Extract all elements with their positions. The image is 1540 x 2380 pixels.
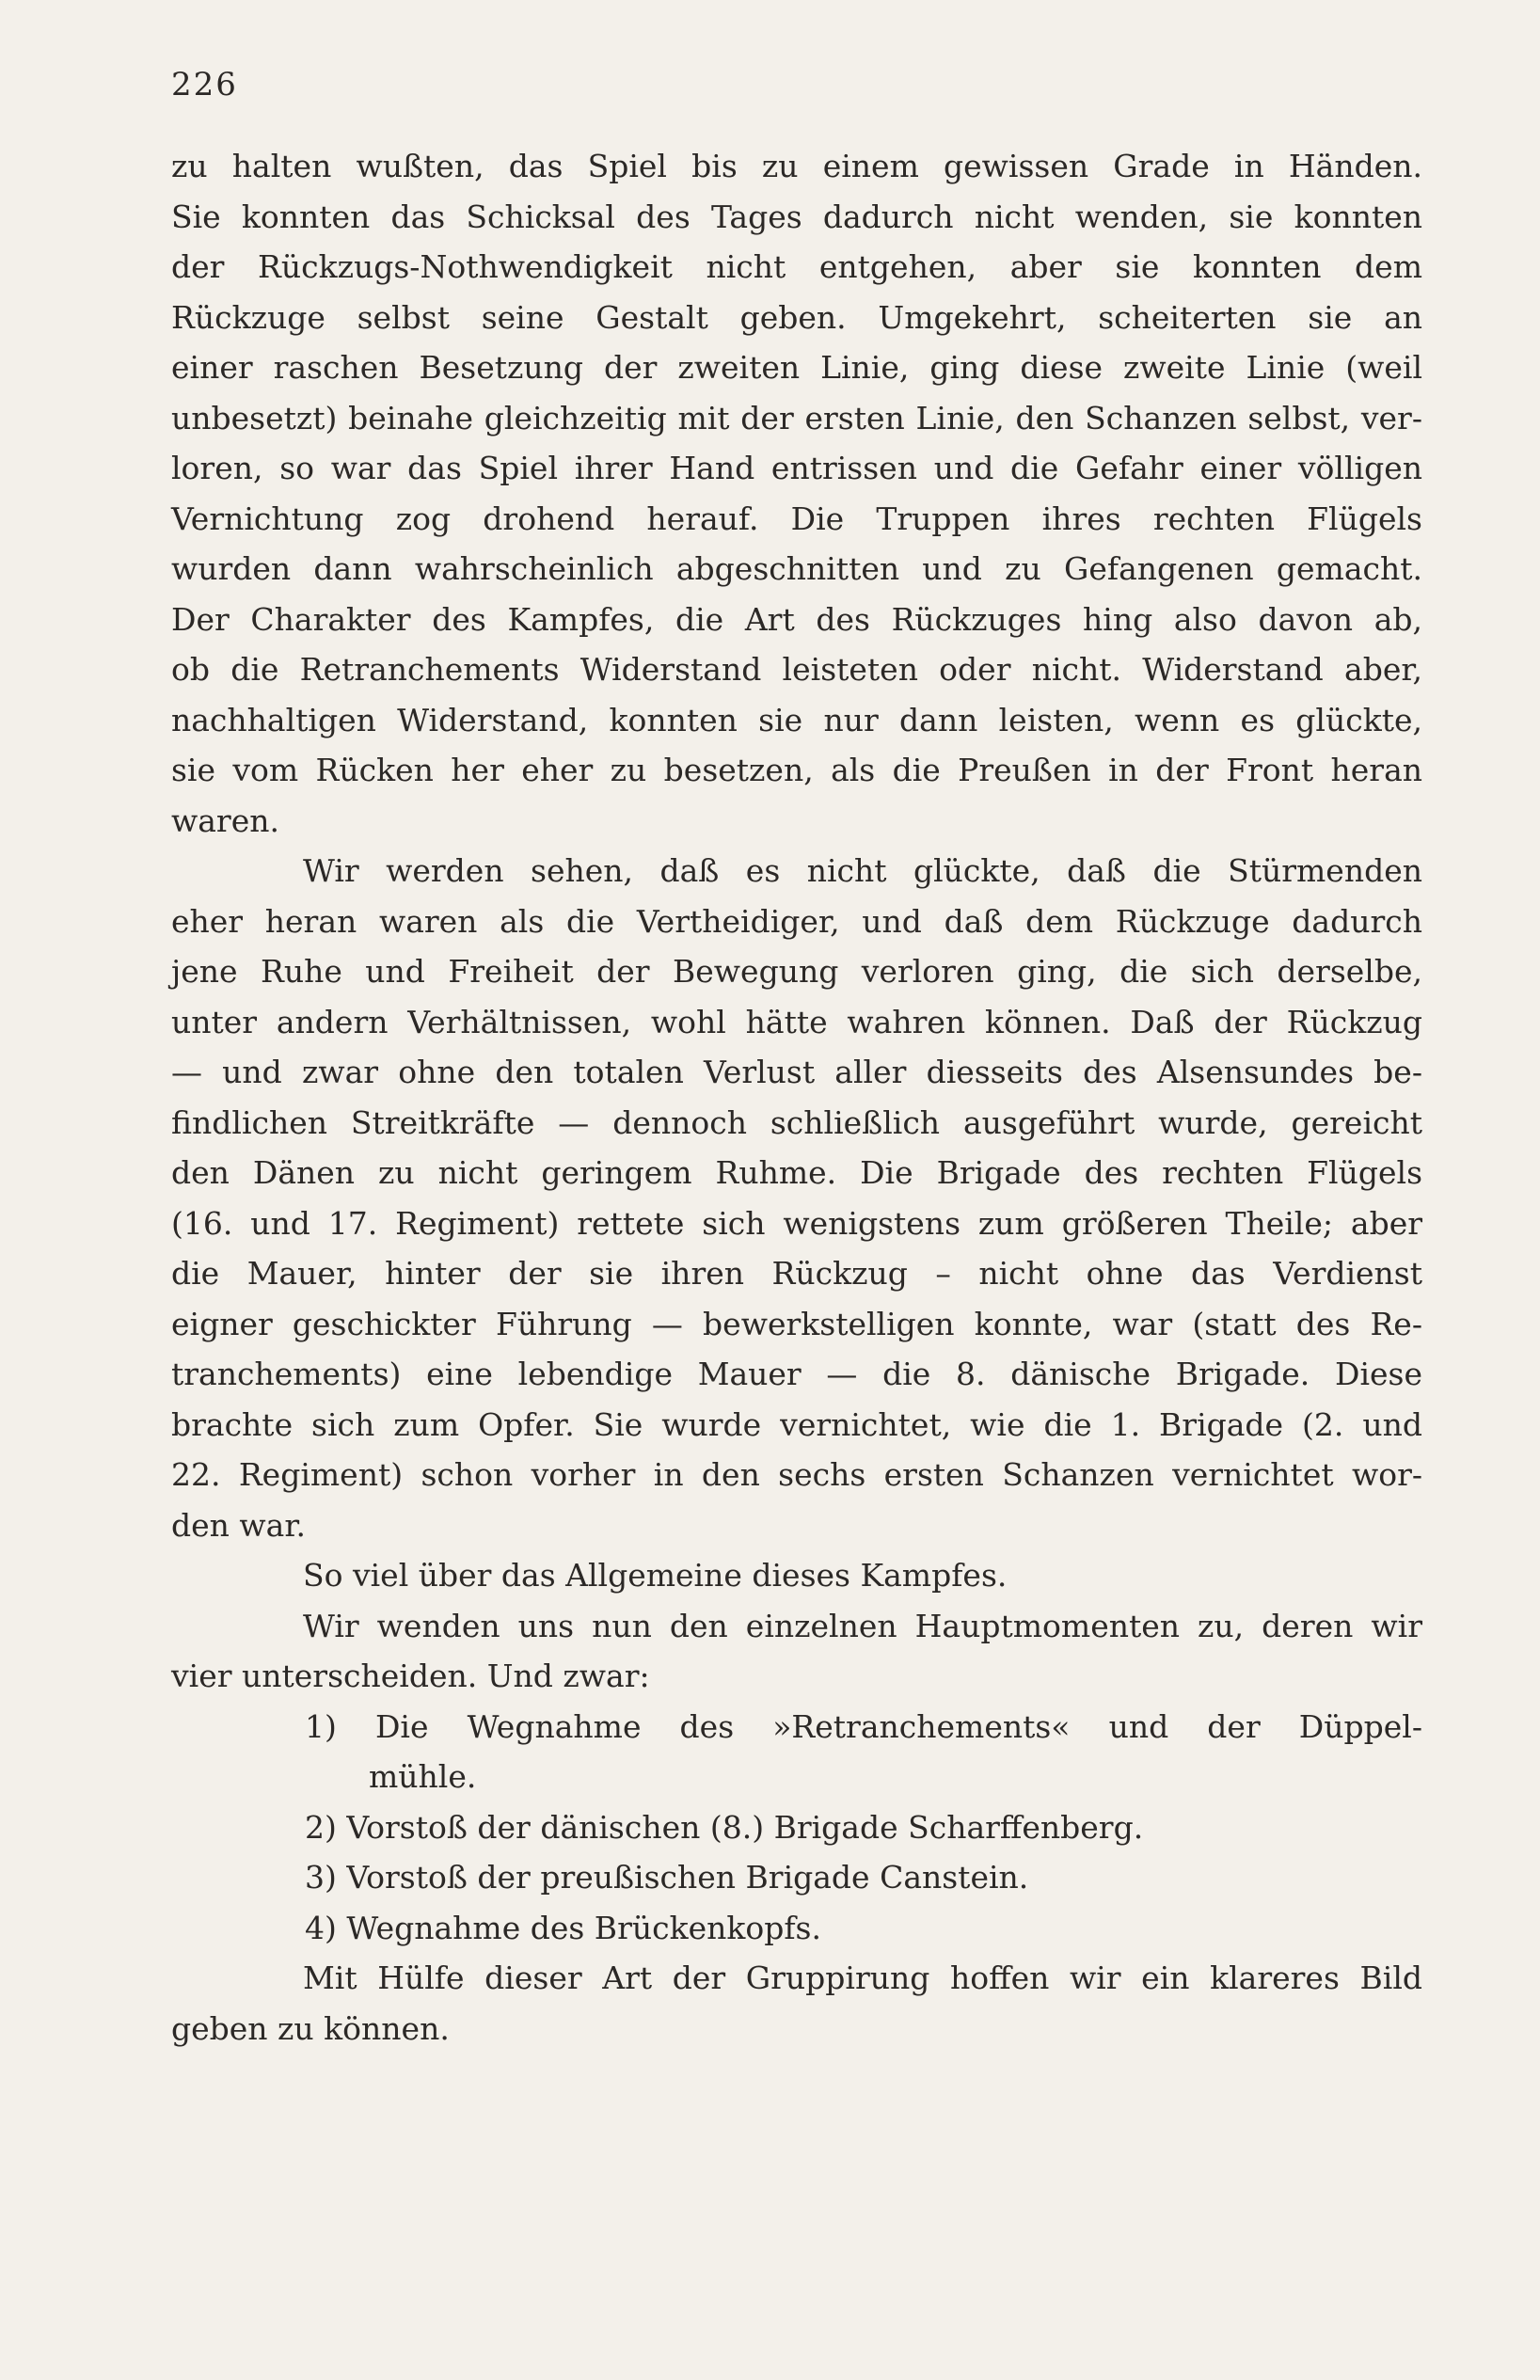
text-line: Sie konnten das Schicksal des Tages dadurch nicht wenden, sie konnten <box>171 198 1422 235</box>
text-line: zu halten wußten, das Spiel bis zu einem gewissen Grade in Händen. <box>171 148 1422 184</box>
text-line: jene Ruhe und Freiheit der Bewegung verloren ging, die sich derselbe, <box>171 953 1422 990</box>
text-line: tranchements) eine lebendige Mauer — die 8. dänische Brigade. Diese <box>171 1356 1422 1392</box>
text-line: Wir werden sehen, daß es nicht glückte, daß die Stürmenden <box>303 852 1422 889</box>
text-line: Vernichtung zog drohend herauf. Die Truppen ihres rechten Flügels <box>171 500 1422 537</box>
text-line: So viel über das Allgemeine dieses Kampfes. <box>303 1557 1008 1594</box>
text-line: den war. <box>171 1506 306 1544</box>
text-line: eher heran waren als die Vertheidiger, und daß dem Rückzuge dadurch <box>171 902 1422 940</box>
text-line: der Rückzugs-Nothwendigkeit nicht entgehen, aber sie konnten dem <box>171 248 1422 285</box>
body-text <box>171 141 1422 2054</box>
text-line: unter andern Verhältnissen, wohl hätte wahren können. Daß der Rückzug <box>171 1003 1422 1040</box>
text-line: den Dänen zu nicht geringem Ruhme. Die Brigade des rechten Flügels <box>171 1154 1422 1191</box>
text-line: findlichen Streitkräfte — dennoch schließlich ausgeführt wurde, gereicht <box>171 1103 1422 1141</box>
page-number: 226 <box>171 66 238 103</box>
text-line: nachhaltigen Widerstand, konnten sie nur dann leisten, wenn es glückte, <box>171 701 1422 738</box>
text-line: Wir wenden uns nun den einzelnen Hauptmomenten zu, deren wir <box>303 1607 1422 1644</box>
text-line: wurden dann wahrscheinlich abgeschnitten und zu Gefangenen gemacht. <box>171 550 1422 587</box>
text-line: waren. <box>171 801 279 839</box>
list-item: 3) Vorstoß der preußischen Brigade Canstein. <box>305 1859 1029 1896</box>
text-line: eigner geschickter Führung — bewerkstelligen konnte, war (statt des Re- <box>171 1305 1422 1342</box>
text-line: sie vom Rücken her eher zu besetzen, als die Preußen in der Front heran <box>171 752 1422 788</box>
text-line: geben zu können. <box>171 2009 450 2047</box>
list-item: 2) Vorstoß der dänischen (8.) Brigade Scharffenberg. <box>305 1808 1144 1846</box>
text-line: Der Charakter des Kampfes, die Art des Rückzuges hing also davon ab, <box>171 600 1422 638</box>
text-line: loren, so war das Spiel ihrer Hand entrissen und die Gefahr einer völligen <box>171 450 1422 486</box>
list-item: mühle. <box>369 1758 477 1795</box>
text-line: die Mauer, hinter der sie ihren Rückzug – nicht ohne das Verdienst <box>171 1255 1422 1292</box>
list-item: 1) Die Wegnahme des »Retranchements« und der Düppel- <box>305 1707 1422 1745</box>
text-line: Mit Hülfe dieser Art der Gruppirung hoffen wir ein klareres Bild <box>303 1960 1422 1996</box>
text-line: einer raschen Besetzung der zweiten Linie, ging diese zweite Linie (weil <box>171 349 1422 386</box>
text-line: — und zwar ohne den totalen Verlust aller diesseits des Alsensundes be- <box>171 1054 1422 1090</box>
text-line: 22. Regiment) schon vorher in den sechs ersten Schanzen vernichtet wor- <box>171 1456 1422 1493</box>
list-item: 4) Wegnahme des Brückenkopfs. <box>305 1909 821 1946</box>
text-line: unbesetzt) beinahe gleichzeitig mit der ersten Linie, den Schanzen selbst, ver- <box>171 399 1422 436</box>
text-line: vier unterscheiden. Und zwar: <box>171 1658 650 1694</box>
text-line: Rückzuge selbst seine Gestalt geben. Umgekehrt, scheiterten sie an <box>171 298 1422 336</box>
text-line: (16. und 17. Regiment) rettete sich wenigstens zum größeren Theile; aber <box>171 1204 1422 1242</box>
text-line: brachte sich zum Opfer. Sie wurde vernichtet, wie die 1. Brigade (2. und <box>171 1405 1422 1443</box>
text-line: ob die Retranchements Widerstand leisteten oder nicht. Widerstand aber, <box>171 651 1422 688</box>
